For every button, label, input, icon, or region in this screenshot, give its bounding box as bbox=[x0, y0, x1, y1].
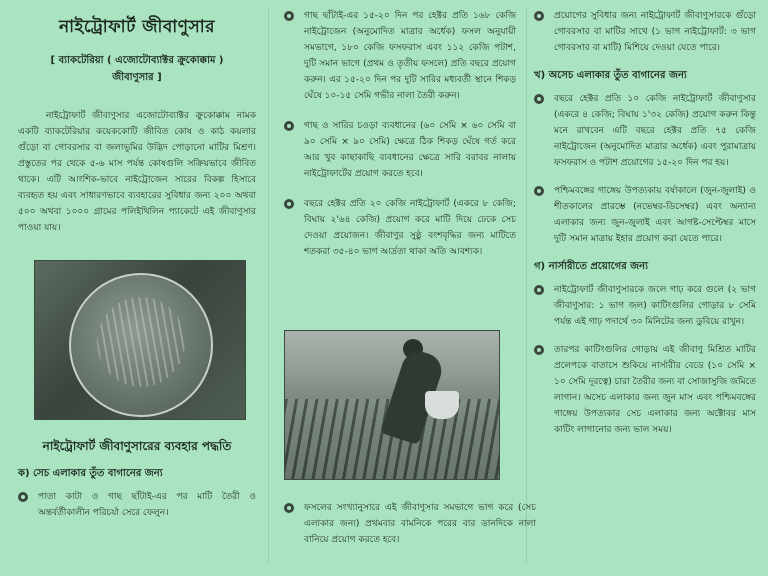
list-item-text: গাছ ছাঁটাই-এর ১৫-২০ দিন পর হেক্টর প্রতি ১৬৮ কেজি নাইট্রোজেন (অনুমোদিত মাত্রার অর্ধেক) ফসল অনুযায়ী সমভাগে, ১৮০ কেজি ফসফরাস এবং ১১২ কেজি পটাশ, দুটি সমান ভাগে (প্রথম ও তৃতীয় ফসলে) প্রতি বছরে প্রয়োগ করুন। এর ১৫-২০ দিন পর দুটি সারির মধ্যবর্তী স্থানে শিকড় ঘেঁষে ১০-১৫ সেমি গভীর নালা তৈরী করুন। bbox=[304, 11, 516, 101]
bullet-icon bbox=[534, 94, 544, 104]
list-item-text: গাছ ও সারির চওড়া ব্যবধানের (৬০ সেমি × ৬০ সেমি বা ৯০ সেমি × ৯০ সেমি) ক্ষেত্রে ঠিক শিকড় ঘেঁষে গর্ত করে আর খুব কাছাকাছি ব্যবধানের ক্ষেত্রে সারি বরাবর নালায় নাইট্রোফার্টের প্রয়োগ করতে হবে। bbox=[304, 121, 516, 179]
list-item-text: নাইট্রোফার্ট জীবাণুসারকে জলে গাঢ় করে গুলে (২ ভাগ জীবাণুসার: ১ ভাগ জল) কাটিংগুলির গোড়ার ৮ সেমি পর্যন্ত এই গাঢ় পদার্থে ৩০ মিনিটের জন্য ডুবিয়ে রাখুন। bbox=[554, 285, 756, 327]
list-item bbox=[284, 500, 536, 548]
list-item bbox=[534, 91, 756, 171]
list-item-text: বছরে হেক্টর প্রতি ২০ কেজি নাইট্রোফার্ট (একরে ৮ কেজি; বিঘায় ২'৬৪ কেজি) প্রয়োগ করে মাটি দিয়ে ঢেকে সেচ দেওয়া প্রয়োজন। জীবাণুর সুষ্ঠু বংশবৃদ্ধির জন্য মাটিতে শতকরা ৩৫-৪০ ভাগ আর্দ্রতা থাকা অতি আবশ্যক। bbox=[304, 199, 516, 257]
list-item bbox=[284, 8, 516, 104]
section-heading-non-irrigated: খ) অসেচ এলাকার তুঁত বাগানের জন্য bbox=[534, 70, 687, 81]
column-middle bbox=[284, 8, 536, 545]
column-divider bbox=[268, 8, 269, 564]
list-item bbox=[284, 118, 516, 182]
list-item-text: পাতা কাটা ও গাছ ছাঁটাই-এর পর মাটি তৈরী ও অন্তর্বর্তীকালীন পরিচর্যা সেরে ফেলুন। bbox=[38, 492, 256, 518]
petri-dish-shape bbox=[69, 273, 213, 417]
subtitle-line: [ ব্যাকটেরিয়া ( এজোটোব্যাক্টর ক্রুকোক্কাম ) bbox=[50, 55, 224, 66]
list-item bbox=[534, 282, 756, 330]
bullet-icon bbox=[534, 11, 544, 21]
bullet-icon bbox=[18, 492, 28, 502]
list-item bbox=[534, 342, 756, 438]
basket bbox=[425, 391, 459, 419]
column-divider bbox=[526, 8, 527, 564]
petri-dish-photo bbox=[34, 260, 246, 420]
bullet-icon bbox=[284, 11, 294, 21]
bullet-icon bbox=[284, 121, 294, 131]
intro-paragraph: নাইট্রোফার্ট জীবাণুসার এজোটোব্যাক্টর ক্রুকোক্কাম নামক একটি ব্যাকটেরিয়ার কয়েককোটি জীবিত কোষ ও কাঠ কয়লার গুঁড়ো বা গোবরসার বা জলাভূমির উদ্ভিদ পোড়ানো মাটির মিশ্রণ। প্রস্তুতের পর থেকে ৫-৬ মাস পর্যন্ত কোষগুলি সক্রিয়ভাবে জীবিত থাকে। এটি আংশিক-ভাবে নাইট্রোজেন সারের বিকল্প হিসাবে ব্যবহৃত হয় এবং সাধারণভাবে ব্যবহারের সুবিধার জন্য ২০০ অথবা ৫০০ অথবা ১০০০ গ্রামের পলিইথিলিন প্যাকেটে এই জীবাণুসার পাওয়া যায়। bbox=[18, 111, 256, 233]
subtitle bbox=[18, 52, 256, 86]
list-item-text: পশ্চিমবঙ্গের গাঙ্গেয় উপত্যকায় বর্ষাকালে (জুন-জুলাই) ও শীতকালের প্রারম্ভে (নভেম্বর-ডিসেম্বর) এবং অন্যান্য এলাকার জন্য জুন-জুলাই এবং আগষ্ট-সেপ্টেম্বর মাসে দুটি সমান মাত্রায় ইহার প্রয়োগ করা যেতে পারে। bbox=[554, 186, 756, 244]
list-item-text: বছরে হেক্টর প্রতি ১০ কেজি নাইট্রোফার্ট জীবাণুসার (একরে ৪ কেজি; বিঘায় ১'৩২ কেজি) প্রয়োগ করুন কিন্তু মনে রাখবেন এটি বছরে হেক্টর প্রতি ৭৫ কেজি নাইট্রোজেন (অনুমোদিত মাত্রার অর্ধেক) এবং পুরামাত্রায় ফসফরাস ও পটাশ প্রয়োগের ১৫-২০ দিন পর হয়। bbox=[554, 94, 756, 168]
section-heading-nursery: গ) নার্সারীতে প্রয়োগের জন্য bbox=[534, 261, 648, 272]
page-title: নাইট্রোফার্ট জীবাণুসার bbox=[58, 17, 216, 37]
bullet-icon bbox=[534, 345, 544, 355]
column-right bbox=[534, 8, 756, 450]
list-item bbox=[284, 196, 516, 260]
seedling-texture bbox=[97, 297, 185, 387]
list-item-text: প্রয়োগের সুবিধার জন্য নাইট্রোফার্ট জীবাণুসারকে গুঁড়ো গোবরসার বা মাটির সাথে (১ ভাগ নাইট্রোফার্ট: ৩ ভাগ গোবরসার বা মাটি) মিশিয়ে দেওয়া যেতে পারে। bbox=[554, 11, 756, 53]
subtitle-line: জীবাণুসার ] bbox=[112, 72, 162, 83]
list-item bbox=[18, 489, 256, 521]
bullet-icon bbox=[534, 285, 544, 295]
list-item-text: ফসলের সংখ্যানুসারে এই জীবাণুসার সমভাগে ভাগ করে (সেচ এলাকার জন্য) প্রথমবার বামনিকে পরের বার ডানদিকে নালা বানিয়ে প্রয়োগ করতে হবে। bbox=[304, 503, 536, 545]
bullet-icon bbox=[534, 186, 544, 196]
bullet-icon bbox=[284, 199, 294, 209]
list-item bbox=[534, 183, 756, 247]
bullet-icon bbox=[284, 503, 294, 513]
column-left bbox=[18, 8, 256, 533]
usage-heading: নাইট্রোফার্ট জীবাণুসারের ব্যবহার পদ্ধতি bbox=[42, 439, 232, 453]
section-heading-irrigated: ক) সেচ এলাকার তুঁত বাগানের জন্য bbox=[18, 468, 163, 479]
list-item-text: তারপর কাটিংগুলির গোড়ায় এই জীবাণু মিশ্রিত মাটির প্রলেপকে বাতাসে শুকিয়ে নার্সারীর বেডে (১০ সেমি × ১০ সেমি দূরত্বে) চারা তৈরীর জন্য বা সোজাসুজি জমিতে লাগান। অসেচ এলাকার জন্য জুন মাস এবং পশ্চিমবঙ্গের গাঙ্গেয় উপত্যকার সেচ এলাকার জন্য অক্টোবর মাস কাটিং লাগানোর জন্য ভাল সময়। bbox=[554, 345, 756, 435]
field-worker-photo bbox=[284, 330, 500, 480]
list-item bbox=[534, 8, 756, 56]
